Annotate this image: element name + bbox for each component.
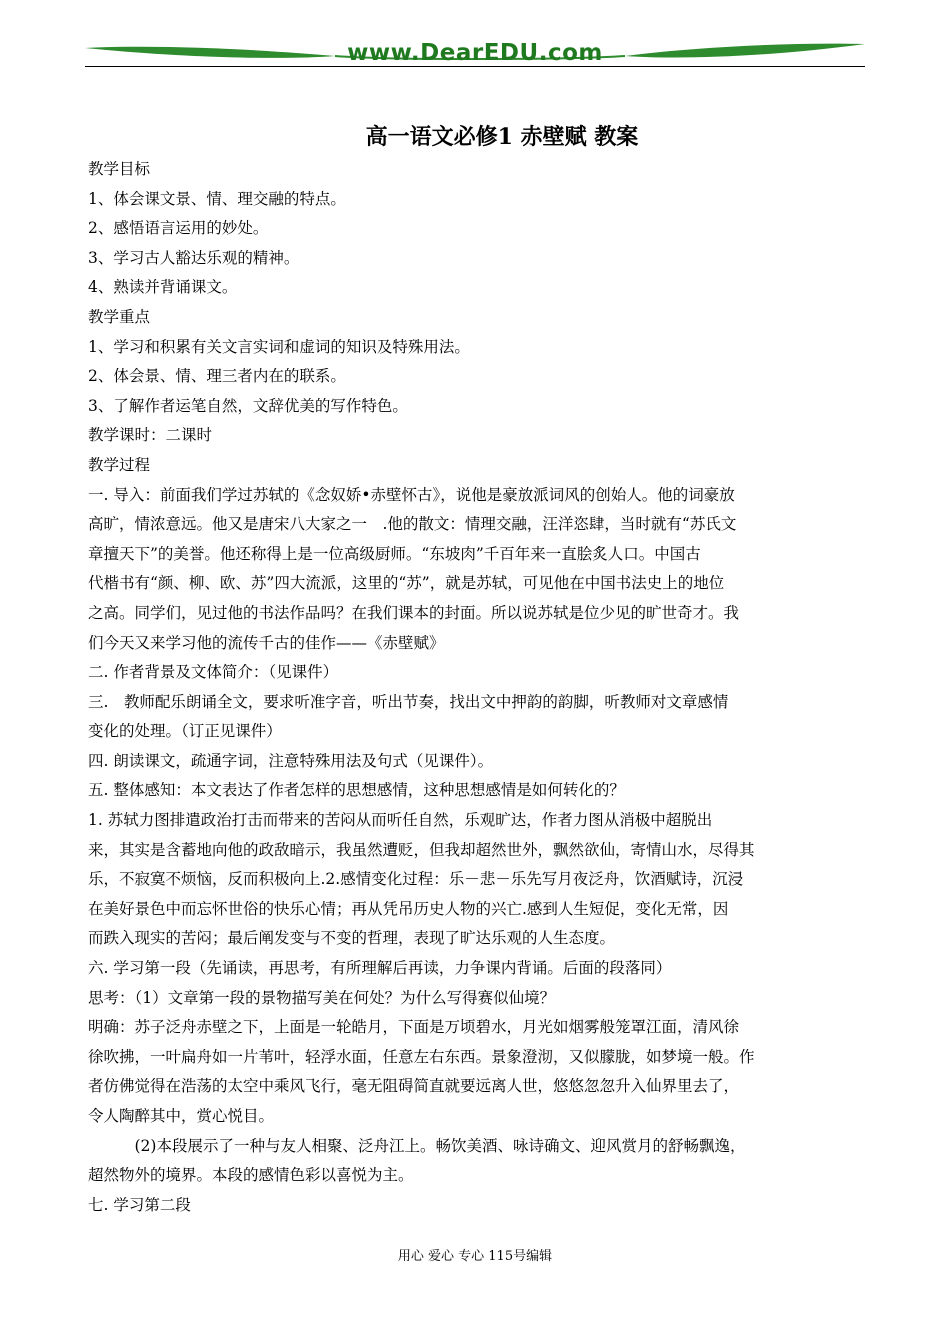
text-line: 徐吹拂，一叶扁舟如一片苇叶，轻浮水面，任意左右东西。景象澄沏，又似朦胧，如梦境一般。作 bbox=[88, 1047, 755, 1066]
text-line: 七. 学习第二段 bbox=[88, 1195, 191, 1214]
text-line: 思考：（1）文章第一段的景物描写美在何处？为什么写得赛似仙境？ bbox=[88, 988, 556, 1007]
text-line: 五. 整体感知：本文表达了作者怎样的思想感情，这种思想感情是如何转化的？ bbox=[88, 781, 625, 800]
text-line: 教学重点 bbox=[88, 307, 151, 326]
text-line: 教学课时：二课时 bbox=[88, 426, 213, 445]
text-line: 超然物外的境界。本段的感情色彩以喜悦为主。 bbox=[88, 1166, 414, 1185]
text-line: 在美好景色中而忘怀世俗的快乐心情；再从凭吊历史人物的兴亡.感到人生短促，变化无常，因 bbox=[88, 899, 729, 918]
text-line: 教学过程 bbox=[88, 455, 151, 474]
text-line: (2)本段展示了一种与友人相聚、泛舟江上。畅饮美酒、咏诗确文、迎风赏月的舒畅飘逸， bbox=[88, 1136, 746, 1155]
text-line: 之高。同学们，见过他的书法作品吗？在我们课本的封面。所以说苏轼是位少见的旷世奇才。我 bbox=[88, 603, 740, 622]
text-line: 变化的处理。（订正见课件） bbox=[88, 722, 282, 741]
document-title: 高一语文必修1 赤壁赋 教案 bbox=[365, 124, 639, 150]
text-line: 令人陶醉其中，赏心悦目。 bbox=[88, 1107, 275, 1125]
text-line: 1、学习和积累有关文言实词和虚词的知识及特殊用法。 bbox=[88, 337, 470, 356]
text-line: 2、体会景、情、理三者内在的联系。 bbox=[88, 367, 346, 386]
text-line: 来，其实是含蓄地向他的政敌暗示，我虽然遭贬，但我却超然世外，飘然欲仙，寄情山水，尽得其 bbox=[88, 840, 755, 859]
text-line: 章擅天下”的美誉。他还称得上是一位高级厨师。“东坡肉”千百年来一直脍炙人口。中国古 bbox=[88, 544, 701, 563]
text-line: 四. 朗读课文，疏通字词，注意特殊用法及句式（见课件）。 bbox=[88, 751, 494, 770]
text-line: 者仿佛觉得在浩荡的太空中乘风飞行，毫无阻碍简直就要远离人世，悠悠忽忽升入仙界里去了， bbox=[88, 1077, 740, 1096]
text-line: 明确：苏子泛舟赤壁之下，上面是一轮皓月，下面是万顷碧水，月光如烟雾般笼罩江面，清风徐 bbox=[88, 1018, 740, 1037]
header-divider bbox=[85, 66, 865, 67]
text-line: 而跌入现实的苦闷；最后阐发变与不变的哲理，表现了旷达乐观的人生态度。 bbox=[88, 929, 616, 948]
page-footer: 用心 爱心 专心 115号编辑 bbox=[397, 1249, 553, 1264]
text-line: 一. 导入：前面我们学过苏轼的《念奴娇•赤壁怀古》，说他是豪放派词风的创始人。他的词豪放 bbox=[88, 485, 735, 504]
text-line: 2、感悟语言运用的妙处。 bbox=[88, 219, 269, 238]
document-body bbox=[88, 155, 868, 1220]
text-line: 1. 苏轼力图排遣政治打击而带来的苦闷从而听任自然，乐观旷达，作者力图从消极中超脱出 bbox=[88, 811, 713, 830]
site-logo-text[interactable]: www.DearEDU.com bbox=[347, 40, 603, 66]
text-line: 六. 学习第一段（先诵读，再思考，有所理解后再读，力争课内背诵。后面的段落同） bbox=[88, 959, 672, 978]
text-line: 们今天又来学习他的流传千古的佳作——《赤壁赋》 bbox=[88, 633, 445, 652]
text-line: 4、熟读并背诵课文。 bbox=[88, 278, 238, 297]
text-line: 乐，不寂寞不烦恼，反而积极向上.2.感情变化过程：乐－悲－乐先写月夜泛舟，饮酒赋诗，沉浸 bbox=[88, 870, 744, 889]
text-line: 高旷，情浓意远。他又是唐宋八大家之一 .他的散文：情理交融，汪洋恣肆，当时就有“苏氏文 bbox=[88, 515, 737, 534]
text-line: 教学目标 bbox=[88, 160, 151, 178]
text-line: 代楷书有“颜、柳、欧、苏”四大流派，这里的“苏”，就是苏轼，可见他在中国书法史上的地位 bbox=[88, 574, 725, 593]
text-line: 1、体会课文景、情、理交融的特点。 bbox=[88, 189, 346, 208]
text-line: 3、学习古人豁达乐观的精神。 bbox=[88, 248, 300, 267]
text-line: 3、了解作者运笔自然，文辞优美的写作特色。 bbox=[88, 396, 408, 415]
text-line: 三. 教师配乐朗诵全文，要求听准字音，听出节奏，找出文中押韵的韵脚，听教师对文章感情 bbox=[88, 692, 729, 711]
text-line: 二. 作者背景及文体简介：（见课件） bbox=[88, 663, 339, 682]
